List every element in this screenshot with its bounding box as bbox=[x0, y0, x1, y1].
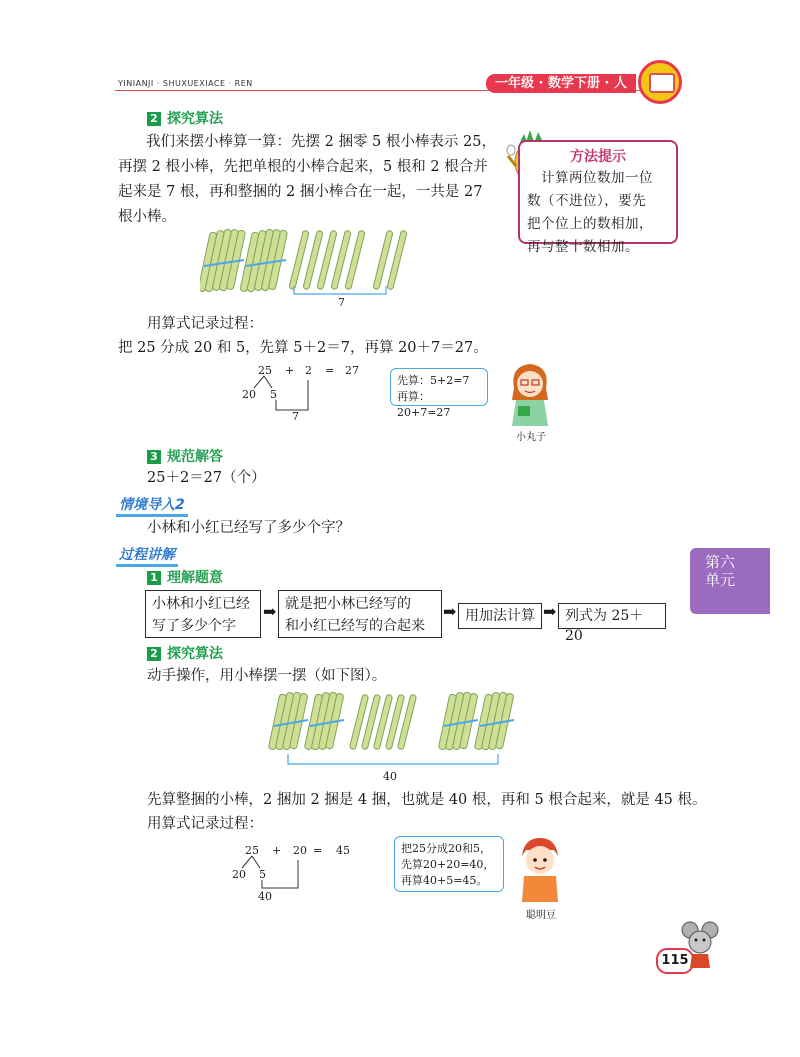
single-sticks-icon bbox=[289, 230, 407, 290]
character-name: 聪明豆 bbox=[526, 910, 556, 921]
operate-line: 动手操作，用小棒摆一摆（如下图）。 bbox=[147, 668, 387, 684]
header-title: 一年级 · 数学下册 · 人 bbox=[486, 74, 636, 93]
process-banner: 过程讲解 bbox=[116, 544, 178, 567]
split-ones: 5 bbox=[270, 388, 277, 401]
section-title: 探究算法 bbox=[167, 111, 223, 127]
calc-addend-a: 25 bbox=[258, 364, 272, 377]
tip-line: 把个位上的数相加， bbox=[527, 216, 653, 232]
step-number: 2 bbox=[147, 112, 161, 126]
unit-tab-line: 单元 bbox=[705, 571, 736, 589]
tip-line: 计算两位数加一位 bbox=[541, 170, 653, 186]
tip-line: 再与整十数相加。 bbox=[527, 239, 639, 255]
para-line: 起来是 7 根，再和整捆的 2 捆小棒合在一起，一共是 27 bbox=[118, 184, 483, 200]
flow-arrow-icon: ➡ bbox=[543, 602, 557, 621]
calc-plus: + bbox=[272, 844, 282, 857]
speech-bubble bbox=[394, 836, 504, 892]
bubble-line: 把25分成20和5， bbox=[401, 842, 491, 855]
scene-banner: 情境导入2 bbox=[116, 494, 188, 517]
section-title: 规范解答 bbox=[167, 449, 223, 465]
section-heading bbox=[147, 446, 223, 466]
section-heading bbox=[147, 567, 223, 587]
flow-line: 和小红已经写的合起来 bbox=[285, 618, 425, 634]
sticks-illustration-25-plus-2 bbox=[200, 224, 420, 314]
mouse-mascot-icon bbox=[680, 920, 720, 970]
calc-plus: + bbox=[285, 364, 295, 377]
bubble-line: 先算20+20=40， bbox=[401, 858, 495, 871]
flow-arrow-icon: ➡ bbox=[443, 602, 457, 621]
section-title: 探究算法 bbox=[167, 646, 223, 662]
scene-question: 小林和小红已经写了多少个字？ bbox=[147, 520, 350, 536]
character-name: 小丸子 bbox=[516, 432, 546, 443]
boy-character-icon bbox=[514, 836, 566, 904]
section-heading bbox=[147, 643, 223, 663]
para-line: 再摆 2 根小棒，先把单根的小棒合起来，5 根和 2 根合并 bbox=[118, 159, 488, 175]
flow-box-method bbox=[458, 603, 542, 629]
step-number: 3 bbox=[147, 450, 161, 464]
flow-line: 就是把小林已经写的 bbox=[285, 596, 411, 612]
method-tip-box bbox=[518, 140, 678, 255]
sticks-illustration-25-plus-20 bbox=[268, 688, 528, 772]
flow-arrow-icon: ➡ bbox=[263, 602, 277, 621]
calc-equals: = bbox=[313, 844, 323, 857]
record-intro: 用算式记录过程： bbox=[147, 816, 263, 832]
flow-line: 小林和小红已经 bbox=[152, 596, 250, 612]
flow-box-meaning bbox=[278, 590, 442, 638]
partial-sum: 7 bbox=[292, 410, 299, 423]
para-line: 我们来摆小棒算一算：先摆 2 捆零 5 根小棒表示 25， bbox=[146, 134, 496, 150]
flow-box-question bbox=[145, 590, 261, 638]
calc-result: 27 bbox=[345, 364, 359, 377]
calc-addend-b: 2 bbox=[305, 364, 312, 377]
girl-character-icon bbox=[500, 360, 560, 428]
calc-addend-b: 20 bbox=[293, 844, 307, 857]
partial-sum: 40 bbox=[258, 890, 272, 903]
tip-line: 数（不进位），要先 bbox=[527, 193, 647, 209]
book-logo-icon bbox=[638, 60, 682, 104]
calc-result: 45 bbox=[336, 844, 350, 857]
section-title: 理解题意 bbox=[167, 570, 223, 586]
sticks-sum-label: 40 bbox=[383, 770, 397, 783]
para-line: 根小棒。 bbox=[118, 209, 176, 225]
record-line: 把 25 分成 20 和 5，先算 5＋2＝7，再算 20＋7＝27。 bbox=[118, 340, 488, 356]
record-intro: 用算式记录过程： bbox=[147, 316, 263, 332]
explain-line: 先算整捆的小棒，2 捆加 2 捆是 4 捆，也就是 40 根，再和 5 根合起来，就是 45 根。 bbox=[147, 792, 707, 808]
answer-line: 25＋2＝27（个） bbox=[147, 470, 266, 486]
bubble-line: 再算40+5=45。 bbox=[401, 874, 488, 887]
single-sticks-icon bbox=[349, 694, 416, 750]
step-number: 2 bbox=[147, 647, 161, 661]
section-heading bbox=[147, 108, 223, 128]
unit-tab bbox=[690, 548, 770, 614]
step-number: 1 bbox=[147, 571, 161, 585]
sticks-sum-label: 7 bbox=[338, 296, 345, 309]
header-pinyin: YINIANJI · SHUXUEXIACE · REN bbox=[118, 79, 253, 88]
flow-box-expression bbox=[558, 603, 666, 644]
calc-equals: = bbox=[325, 364, 335, 377]
flow-line: 写了多少个字 bbox=[152, 618, 236, 634]
speech-bubble bbox=[390, 368, 488, 419]
bubble-line: 先算：5+2=7 bbox=[397, 374, 470, 387]
split-tens: 20 bbox=[232, 868, 246, 881]
flow-line: 用加法计算 bbox=[465, 608, 535, 624]
explanation-paragraph bbox=[118, 130, 510, 230]
tip-title: 方法提示 bbox=[570, 149, 626, 165]
split-tens: 20 bbox=[242, 388, 256, 401]
tip-body bbox=[527, 167, 670, 259]
bubble-line: 再算：20+7=27 bbox=[397, 390, 451, 419]
flow-line: 列式为 25＋20 bbox=[565, 608, 644, 644]
unit-tab-line: 第六 bbox=[705, 553, 736, 571]
calc-addend-a: 25 bbox=[245, 844, 259, 857]
split-ones: 5 bbox=[259, 868, 266, 881]
page-number: 115 bbox=[656, 948, 694, 974]
